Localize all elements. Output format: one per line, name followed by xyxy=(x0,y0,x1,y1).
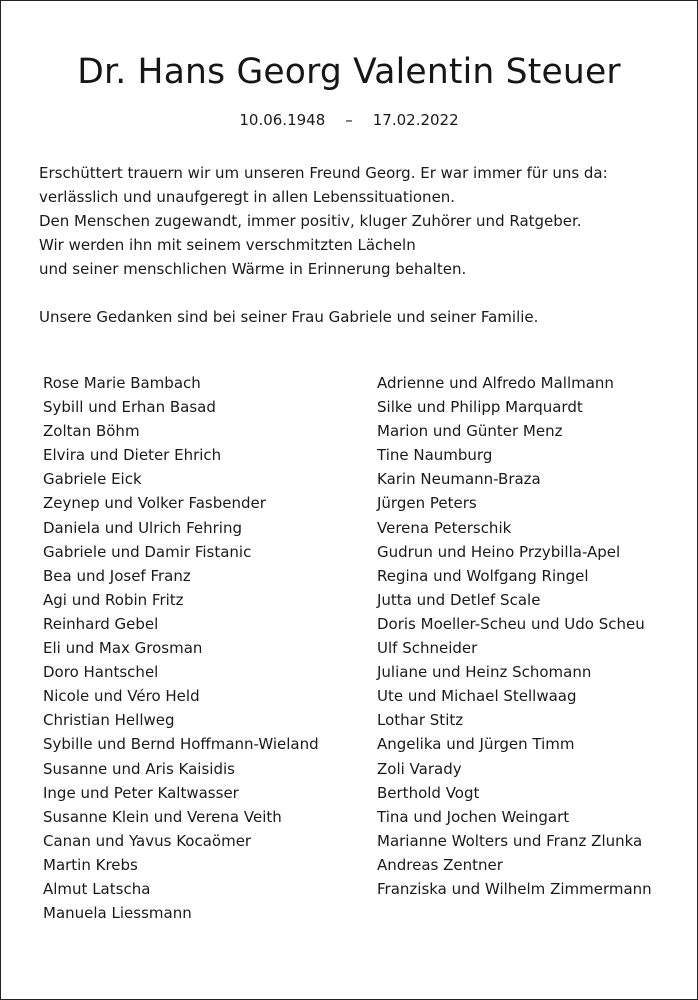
mourner-name: Susanne und Aris Kaisidis xyxy=(43,759,235,778)
mourners-list-left xyxy=(43,371,319,925)
date-separator: – xyxy=(345,111,353,129)
mourner-name: Ute und Michael Stellwaag xyxy=(377,687,577,706)
mourner-name: Christian Hellweg xyxy=(43,711,175,730)
mourner-name: Susanne Klein und Verena Veith xyxy=(43,807,282,826)
mourner-name: Jürgen Peters xyxy=(377,494,477,513)
mourners-list-right xyxy=(377,371,652,901)
mourner-name: Almut Latscha xyxy=(43,879,151,898)
message-line: verlässlich und unaufgeregt in allen Lebenssituationen. xyxy=(39,188,456,206)
mourner-name: Doro Hantschel xyxy=(43,663,159,682)
mourner-name: Reinhard Gebel xyxy=(43,614,159,633)
mourner-name: Silke und Philipp Marquardt xyxy=(377,398,583,417)
mourner-name: Berthold Vogt xyxy=(377,783,480,802)
message-line: Den Menschen zugewandt, immer positiv, kluger Zuhörer und Ratgeber. xyxy=(39,212,582,230)
mourner-name: Ulf Schneider xyxy=(377,639,478,658)
mourner-name: Sybill und Erhan Basad xyxy=(43,398,216,417)
closing-line: Unsere Gedanken sind bei seiner Frau Gabriele und seiner Familie. xyxy=(39,308,539,326)
mourner-name: Marion und Günter Menz xyxy=(377,422,563,441)
mourner-name: Doris Moeller-Scheu und Udo Scheu xyxy=(377,614,645,633)
mourner-name: Bea und Josef Franz xyxy=(43,566,191,585)
mourner-name: Martin Krebs xyxy=(43,855,138,874)
mourner-name: Regina und Wolfgang Ringel xyxy=(377,566,589,585)
mourner-name: Lothar Stitz xyxy=(377,711,464,730)
mourner-name: Zeynep und Volker Fasbender xyxy=(43,494,266,513)
mourner-name: Verena Peterschik xyxy=(377,518,512,537)
mourner-name: Franziska und Wilhelm Zimmermann xyxy=(377,879,652,898)
mourner-name: Agi und Robin Fritz xyxy=(43,590,184,609)
mourner-name: Andreas Zentner xyxy=(377,855,503,874)
birth-date: 10.06.1948 xyxy=(239,111,326,129)
message-line: Wir werden ihn mit seinem verschmitzten Lächeln xyxy=(39,236,416,254)
mourner-name: Zoli Varady xyxy=(377,759,462,778)
mourner-name: Juliane und Heinz Schomann xyxy=(377,663,592,682)
mourner-name: Rose Marie Bambach xyxy=(43,374,201,392)
life-dates xyxy=(0,111,698,129)
condolence-message xyxy=(39,161,679,281)
mourner-name: Marianne Wolters und Franz Zlunka xyxy=(377,831,643,850)
mourner-name: Angelika und Jürgen Timm xyxy=(377,735,575,754)
message-line: Erschüttert trauern wir um unseren Freund Georg. Er war immer für uns da: xyxy=(39,164,608,182)
death-date: 17.02.2022 xyxy=(372,111,459,129)
mourner-name: Inge und Peter Kaltwasser xyxy=(43,783,239,802)
mourner-name: Gabriele und Damir Fistanic xyxy=(43,542,252,561)
mourner-name: Elvira und Dieter Ehrich xyxy=(43,446,222,465)
mourner-name: Tine Naumburg xyxy=(377,446,493,465)
mourner-name: Karin Neumann-Braza xyxy=(377,470,541,489)
mourner-name: Eli und Max Grosman xyxy=(43,639,203,658)
mourner-name: Daniela und Ulrich Fehring xyxy=(43,518,242,537)
mourner-name: Gudrun und Heino Przybilla-Apel xyxy=(377,542,621,561)
mourner-name: Canan und Yavus Kocaömer xyxy=(43,831,252,850)
mourner-name: Adrienne und Alfredo Mallmann xyxy=(377,374,614,392)
mourner-name: Sybille und Bernd Hoffmann-Wieland xyxy=(43,735,319,754)
mourner-name: Zoltan Böhm xyxy=(43,422,140,441)
message-line: und seiner menschlichen Wärme in Erinnerung behalten. xyxy=(39,260,467,278)
deceased-name: Dr. Hans Georg Valentin Steuer xyxy=(77,52,621,92)
mourner-name: Gabriele Eick xyxy=(43,470,142,489)
mourner-name: Tina und Jochen Weingart xyxy=(377,807,570,826)
mourner-name: Jutta und Detlef Scale xyxy=(377,590,541,609)
mourner-name: Nicole und Véro Held xyxy=(43,687,200,706)
mourner-name: Manuela Liessmann xyxy=(43,904,192,923)
